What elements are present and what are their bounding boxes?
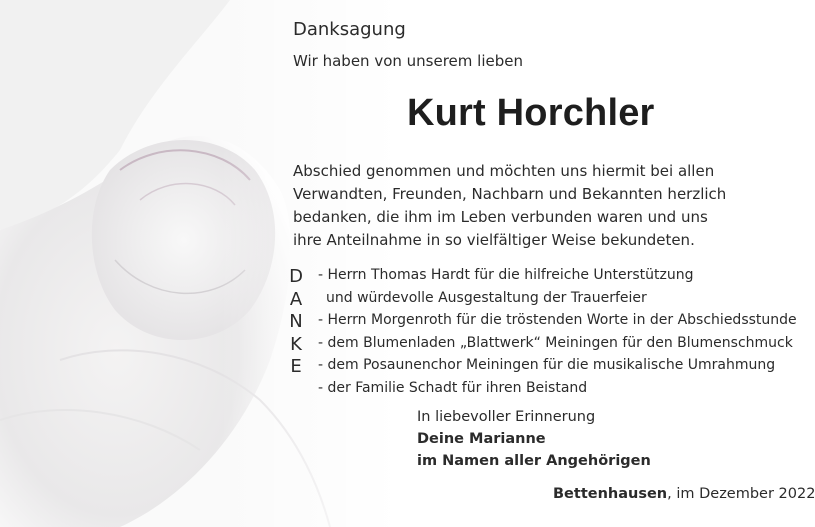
deceased-name: Kurt Horchler xyxy=(407,92,655,134)
list-item: - dem Posaunenchor Meiningen für die musikalische Umrahmung xyxy=(318,357,776,373)
signature xyxy=(417,406,651,472)
paragraph-line: Verwandten, Freunden, Nachbarn und Bekannten herzlich xyxy=(293,185,727,203)
danke-letter: D xyxy=(289,266,303,287)
place-date xyxy=(553,486,815,502)
heading: Danksagung xyxy=(293,19,406,40)
list-item: - dem Blumenladen „Blattwerk“ Meiningen für den Blumenschmuck xyxy=(318,334,793,351)
list-item: - Herrn Morgenroth für die tröstenden Worte in der Abschiedsstunde xyxy=(318,312,797,328)
intro-text: Wir haben von unserem lieben xyxy=(293,52,523,70)
paragraph-line: Abschied genommen und möchten uns hiermit bei allen xyxy=(293,162,715,180)
danke-letter: K xyxy=(290,333,302,355)
paragraph-line: ihre Anteilnahme in so vielfältiger Weise bekundeten. xyxy=(293,231,695,249)
list-item: - der Familie Schadt für ihren Beistand xyxy=(318,379,588,396)
danke-vertical xyxy=(286,266,306,379)
danke-letter: N xyxy=(289,311,303,332)
danke-letter: A xyxy=(289,288,303,310)
date: , im Dezember 2022 xyxy=(667,486,815,502)
list-item: - Herrn Thomas Hardt für die hilfreiche Unterstützung xyxy=(318,267,694,283)
thanks-paragraph xyxy=(293,160,726,252)
list-item: und würdevolle Ausgestaltung der Trauerfeier xyxy=(326,289,647,306)
thanks-list xyxy=(318,264,797,399)
signature-family: im Namen aller Angehörigen xyxy=(417,453,651,469)
danke-letter: E xyxy=(290,356,302,377)
place: Bettenhausen xyxy=(553,486,668,502)
signature-line: In liebevoller Erinnerung xyxy=(417,409,596,425)
paragraph-line: bedanken, die ihm im Leben verbunden waren und uns xyxy=(293,208,708,226)
signature-name: Deine Marianne xyxy=(417,431,546,447)
